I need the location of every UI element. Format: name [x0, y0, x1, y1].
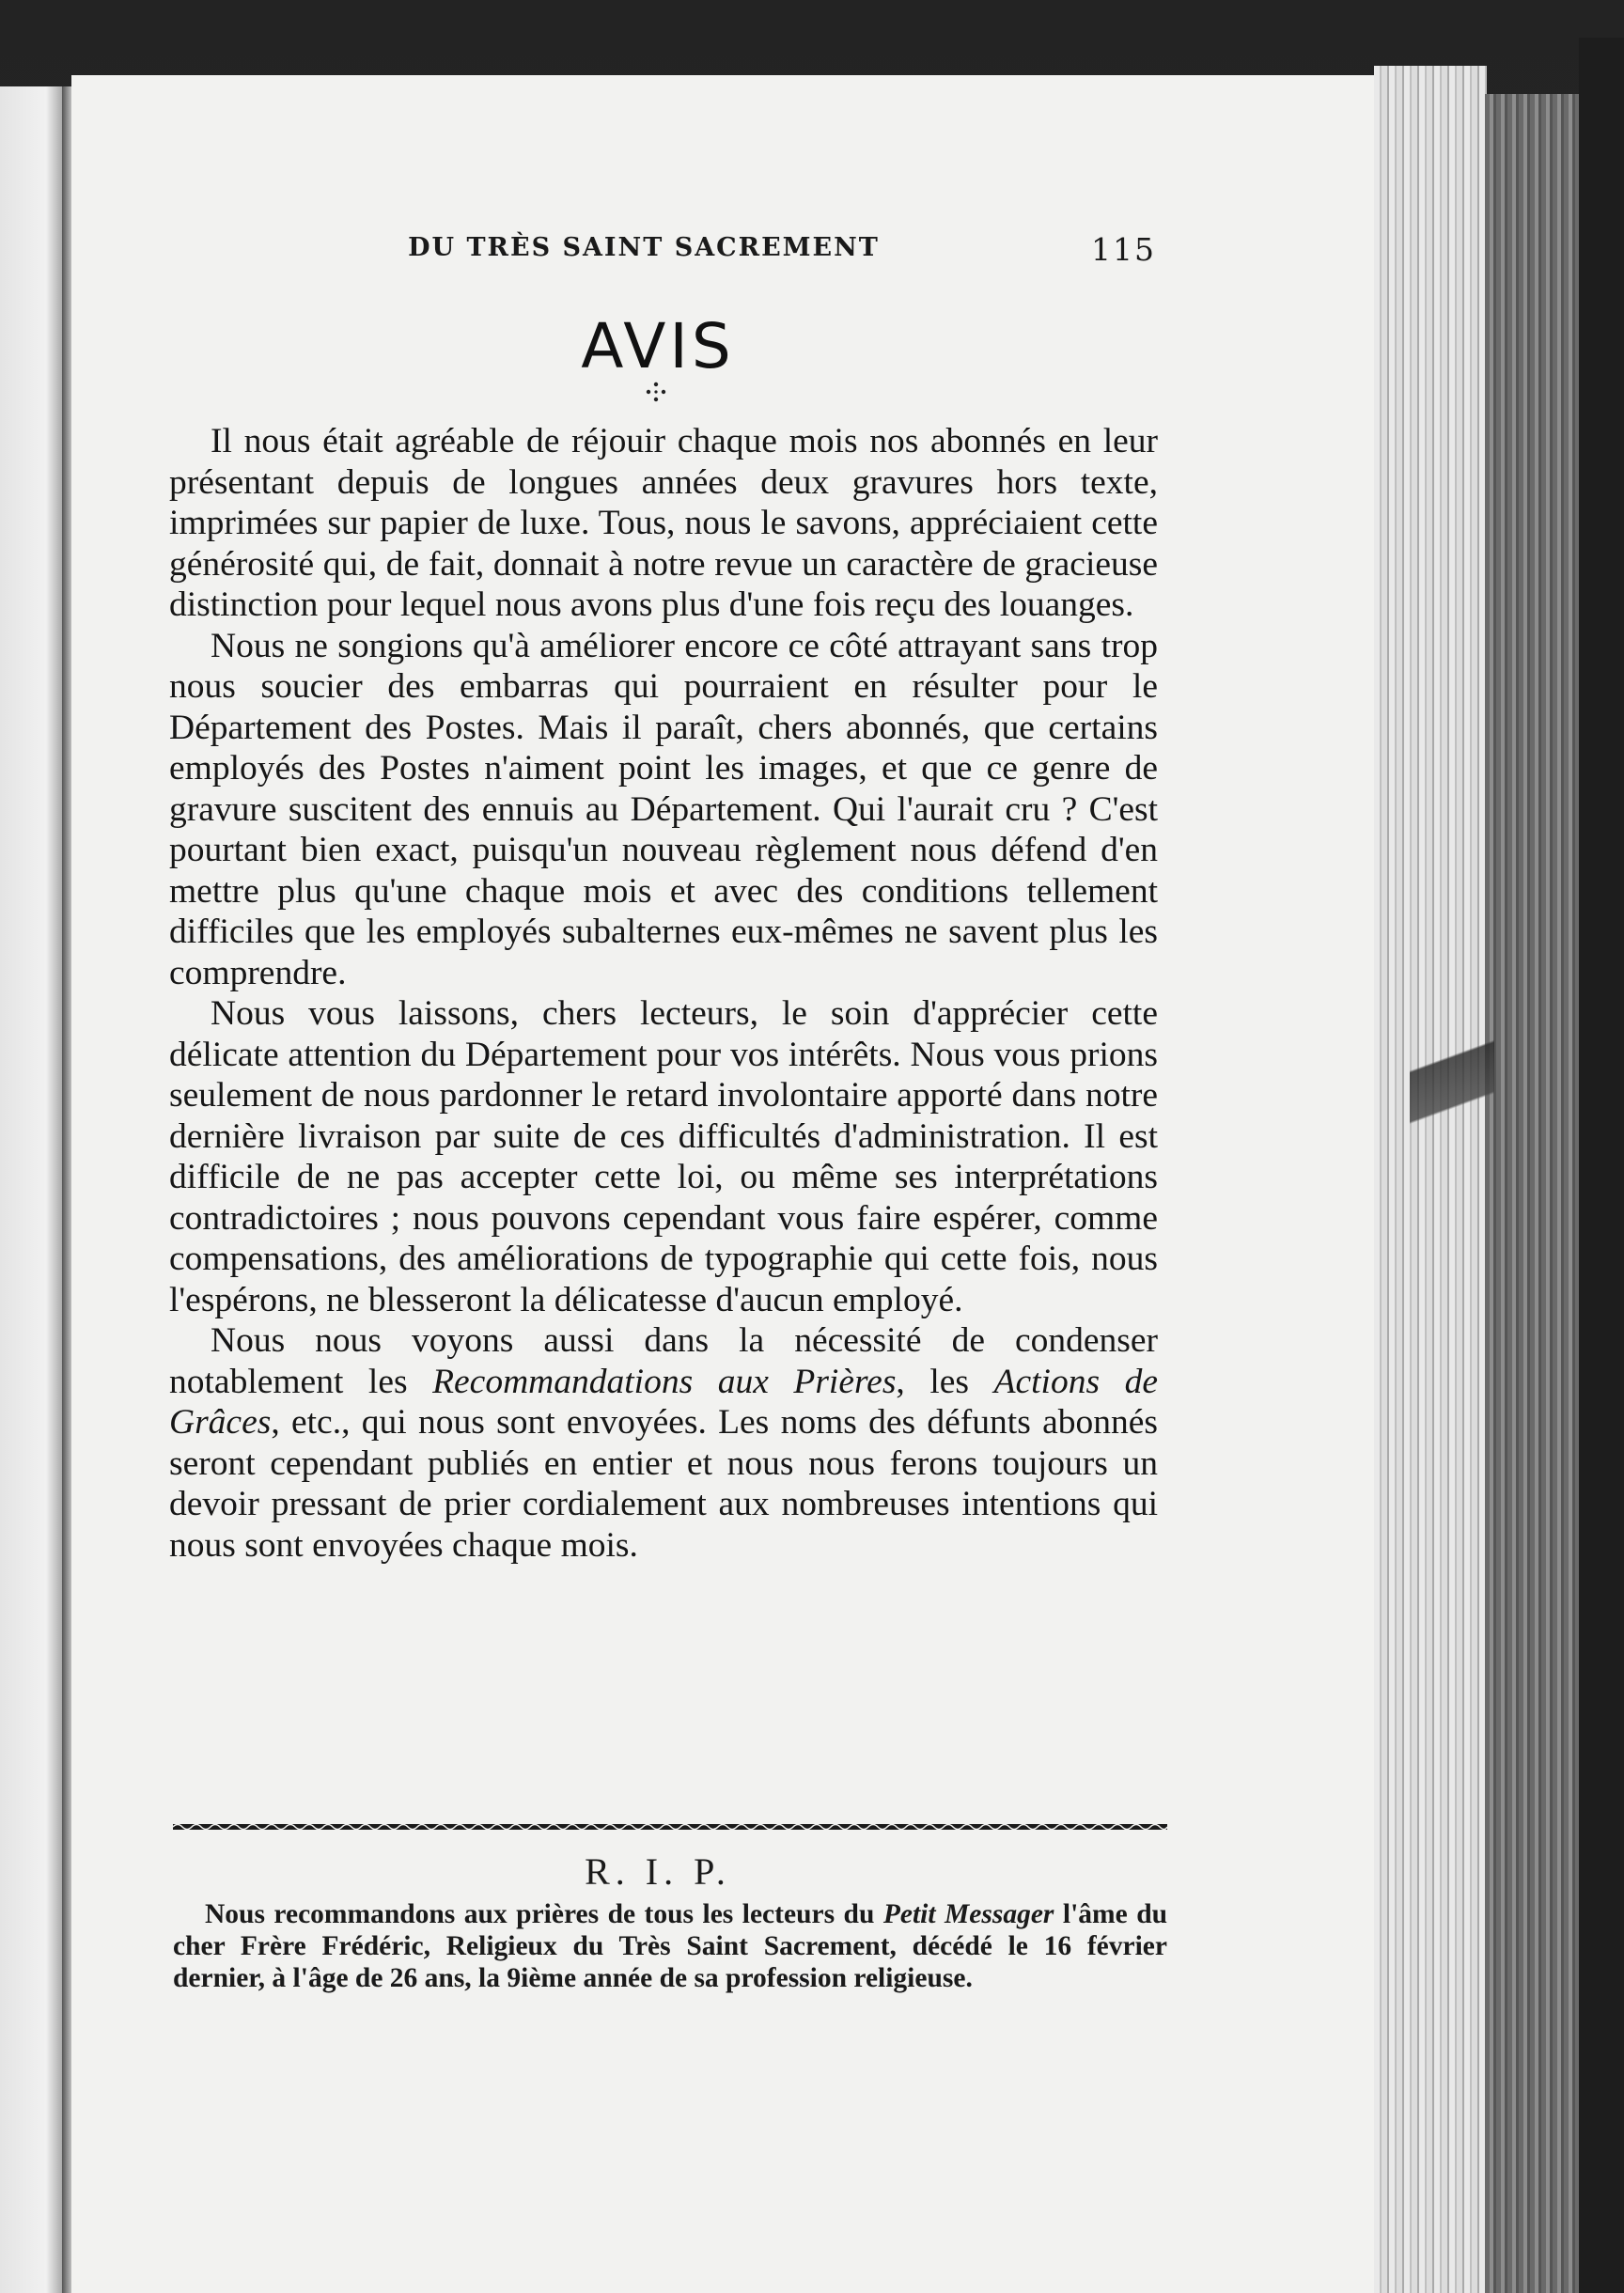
running-title: DU TRÈS SAINT SACREMENT	[408, 233, 880, 262]
page-number: 115	[1091, 231, 1156, 268]
notice-text: l'âme du cher Frère Frédéric, Religieux du Très Saint Sacrement, décédé le 16 février dernier, à l'âge de 26 ans, la 9ième année de sa profession religieuse.	[173, 1899, 1168, 1993]
cover-dark-edge	[1579, 38, 1624, 2293]
paragraph-4-text: Nous nous voyons aussi dans la nécessité de condenser notablement les	[169, 1321, 1158, 1401]
obituary-notice	[173, 1898, 1167, 1994]
paragraph-3: Nous vous laissons, chers lecteurs, le soin d'apprécier cette délicate attention du Département pour vos intérêts. Nous vous prions seulement de nous pardonner le retard involontaire apporté dans notre dernière livraison par suite de ces difficultés d'administration. Il est difficile de ne pas accepter cette loi, ou même ses interprétations contradictoires ; nous pouvons cependant vous faire espérer, comme compensations, des améliorations de typographie qui cette fois, nous l'espérons, ne blesseront la délicatesse d'aucun employé.	[169, 994, 1158, 1319]
paragraph-4-italic-2: Actions de Grâces	[169, 1362, 1158, 1442]
ornament-icon	[645, 381, 667, 403]
left-page-edge	[0, 86, 66, 2293]
decorative-rule	[173, 1821, 1167, 1833]
article-body	[169, 421, 1158, 1566]
running-head	[169, 233, 1156, 271]
paragraph-4-italic-1: Recommandations aux Prières	[432, 1362, 897, 1401]
notice-italic: Petit Messager	[882, 1899, 1054, 1929]
paragraph-1: Il nous était agréable de réjouir chaque mois nos abonnés en leur présentant depuis de longues années deux gravures hors texte, imprimées sur papier de luxe. Tous, nous le savons, appréciaient cette générosité qui, de fait, donnait à notre revue un caractère de gracieuse distinction pour lequel nous avons plus d'une fois reçu des louanges.	[169, 422, 1158, 624]
cover-edge	[1485, 94, 1579, 2293]
notice-text: Nous recommandons aux prières de tous les lecteurs du	[205, 1899, 883, 1929]
page-fold-shadow	[1410, 968, 1494, 1193]
spine-shadow	[62, 86, 71, 2293]
notice-paragraph	[173, 1898, 1167, 1994]
paragraph-4-text: , etc., qui nous sont envoyées. Les noms des défunts abonnés seront cependant publiés en entier et nous nous ferons toujours un devoir pressant de prier cordialement aux nombreuses intentions qui nous sont envoyées chaque mois.	[169, 1403, 1158, 1565]
paragraph-2: Nous ne songions qu'à améliorer encore ce côté attrayant sans trop nous soucier des embarras qui pourraient en résulter pour le Département des Postes. Mais il paraît, chers abonnés, que certains employés des Postes n'aiment point les images, et que ce genre de gravure suscitent des ennuis au Département. Qui l'aurait cru ? C'est pourtant bien exact, puisqu'un nouveau règlement nous défend d'en mettre plus qu'une chaque mois et avec des conditions tellement difficiles que les employés subalternes eux-mêmes ne savent plus les comprendre.	[169, 626, 1158, 992]
page-title: AVIS	[581, 310, 735, 382]
paragraph-4-text: , les	[896, 1362, 994, 1401]
rip-heading: R. I. P.	[585, 1850, 731, 1893]
paragraph-4	[169, 1320, 1158, 1566]
